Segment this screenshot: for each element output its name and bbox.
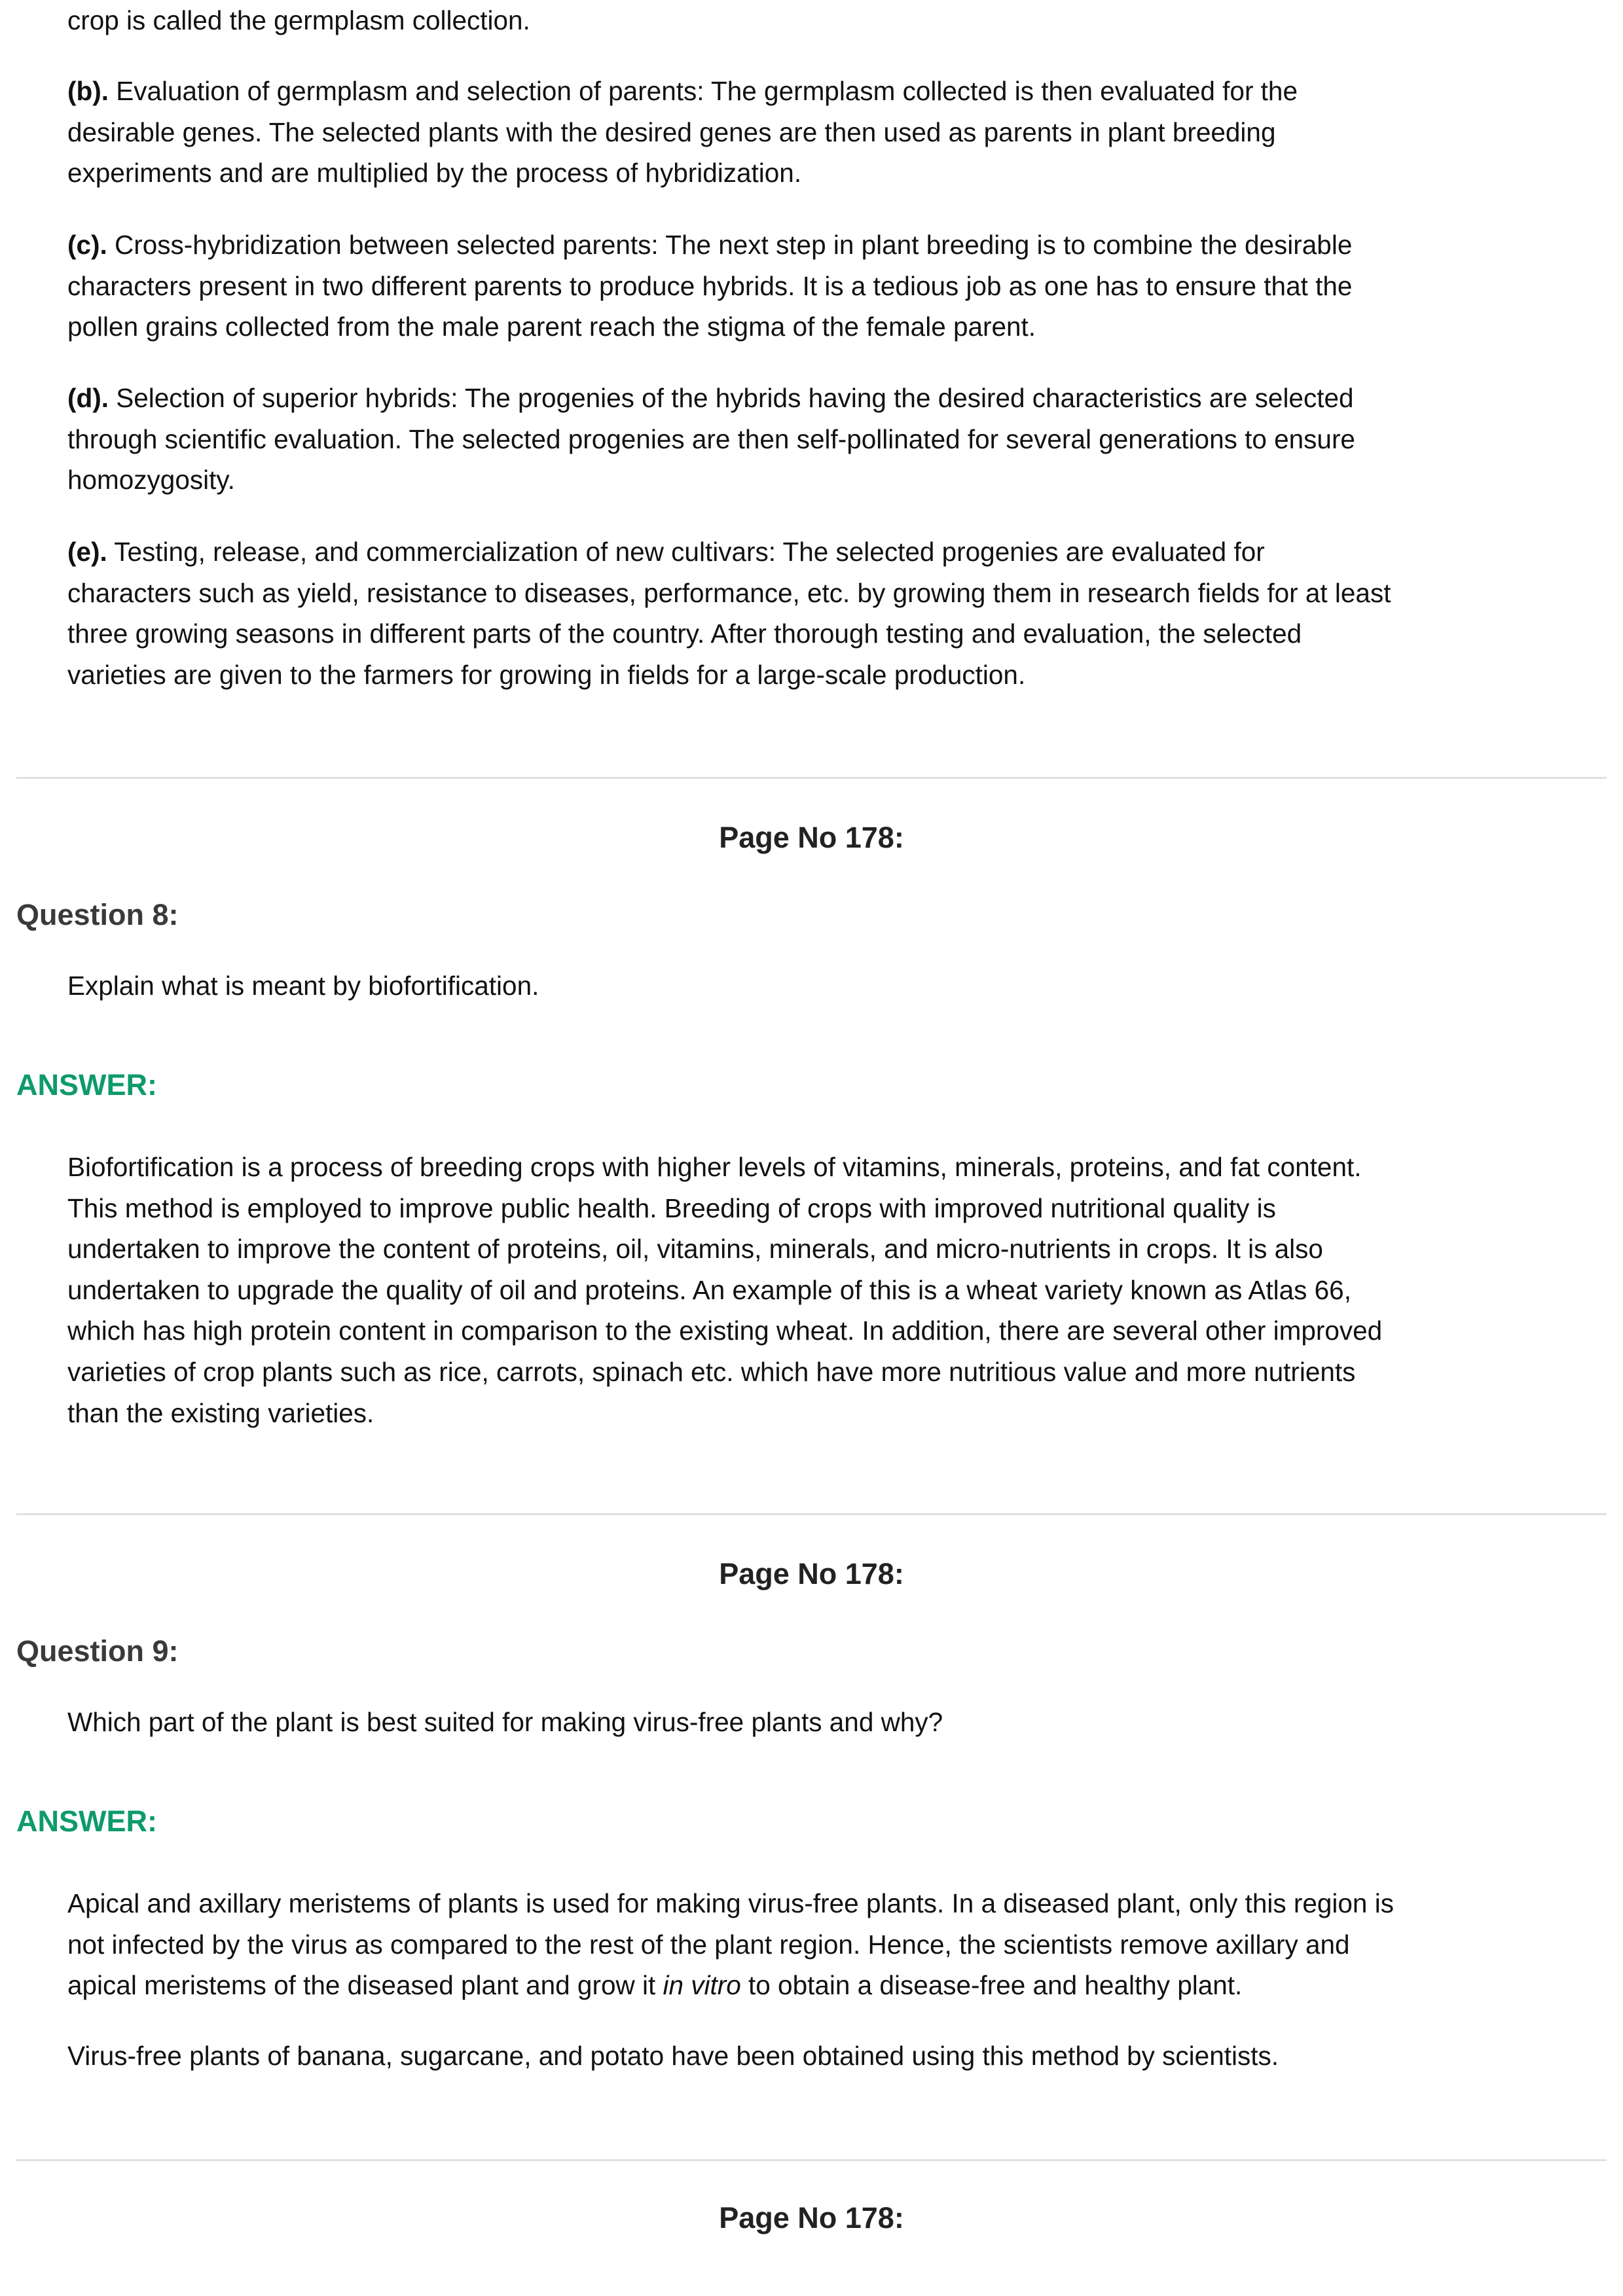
text-line: Biofortification is a process of breeding crops with higher levels of vitamins, minerals, proteins, and fat content.	[67, 1152, 1362, 1182]
page-number-heading: Page No 178:	[719, 1557, 904, 1590]
question-8-heading: Question 8:	[16, 898, 179, 931]
step-b	[67, 71, 1298, 194]
answer-label: ANSWER:	[16, 1804, 157, 1838]
text-line: Which part of the plant is best suited for making virus-free plants and why?	[67, 1707, 943, 1737]
step-d	[67, 378, 1355, 501]
step-label: (e).	[67, 537, 107, 567]
text-line: varieties are given to the farmers for growing in fields for a large-scale production.	[67, 659, 1026, 690]
step-label: (d).	[67, 383, 109, 413]
answer-label: ANSWER:	[16, 1068, 157, 1102]
divider	[16, 777, 1607, 779]
question-9-text	[67, 1702, 943, 1743]
italic-term: in vitro	[663, 1970, 741, 2001]
text-line: crop is called the germplasm collection.	[67, 5, 530, 35]
step-e	[67, 531, 1391, 695]
text-line: undertaken to upgrade the quality of oil and proteins. An example of this is a wheat variety known as Atlas 66,	[67, 1274, 1351, 1305]
text-line: three growing seasons in different parts of the country. After thorough testing and evaluation, the selected	[67, 619, 1302, 649]
text-line: pollen grains collected from the male parent reach the stigma of the female parent.	[67, 312, 1036, 342]
text-line: desirable genes. The selected plants with the desired genes are then used as parents in plant breeding	[67, 117, 1276, 147]
text-segment: apical meristems of the diseased plant and grow it	[67, 1970, 663, 2001]
step-c	[67, 224, 1352, 348]
step-label: (b).	[67, 76, 109, 106]
text-segment: to obtain a disease-free and healthy plant.	[740, 1970, 1243, 2001]
text-line: through scientific evaluation. The selected progenies are then self-pollinated for several generations to ensure	[67, 423, 1355, 454]
divider	[16, 2159, 1607, 2161]
answer-9-paragraph-2	[67, 2036, 1279, 2077]
text-line: than the existing varieties.	[67, 1397, 374, 1428]
text-line: characters such as yield, resistance to diseases, performance, etc. by growing them in research fields for at least	[67, 577, 1391, 608]
question-8-text	[67, 965, 539, 1007]
text-line: Testing, release, and commercialization of new cultivars: The selected progenies are evaluated for	[107, 537, 1265, 567]
text-line: This method is employed to improve public health. Breeding of crops with improved nutritional quality is	[67, 1193, 1276, 1223]
text-line: Evaluation of germplasm and selection of parents: The germplasm collected is then evaluated for the	[108, 76, 1298, 106]
answer-9-paragraph-1	[67, 1883, 1394, 2006]
text-line: Explain what is meant by biofortification.	[67, 971, 539, 1001]
step-label: (c).	[67, 230, 107, 260]
answer-8-text	[67, 1147, 1382, 1433]
text-line: characters present in two different parents to produce hybrids. It is a tedious job as one has to ensure that the	[67, 270, 1353, 301]
text-line: which has high protein content in comparison to the existing wheat. In addition, there are several other improved	[67, 1316, 1383, 1346]
paragraph-germplasm-end	[67, 0, 530, 41]
text-line: Apical and axillary meristems of plants is used for making virus-free plants. In a diseased plant, only this region is	[67, 1888, 1394, 1918]
page-number-heading: Page No 178:	[719, 2201, 904, 2234]
text-line: Cross-hybridization between selected parents: The next step in plant breeding is to combine the desirable	[107, 230, 1353, 260]
text-line: varieties of crop plants such as rice, carrots, spinach etc. which have more nutritious value and more nutrients	[67, 1356, 1356, 1387]
question-9-heading: Question 9:	[16, 1634, 179, 1668]
text-line: homozygosity.	[67, 465, 235, 495]
text-line: undertaken to improve the content of proteins, oil, vitamins, minerals, and micro-nutrients in crops. It is also	[67, 1234, 1323, 1265]
text-line: experiments and are multiplied by the process of hybridization.	[67, 158, 802, 188]
text-line: not infected by the virus as compared to the rest of the plant region. Hence, the scientists remove axillary and	[67, 1929, 1350, 1960]
page-number-heading: Page No 178:	[719, 821, 904, 854]
divider	[16, 1513, 1607, 1515]
text-line: Virus-free plants of banana, sugarcane, and potato have been obtained using this method by scientists.	[67, 2041, 1279, 2071]
text-line: Selection of superior hybrids: The progenies of the hybrids having the desired characteristics are selected	[108, 383, 1354, 413]
